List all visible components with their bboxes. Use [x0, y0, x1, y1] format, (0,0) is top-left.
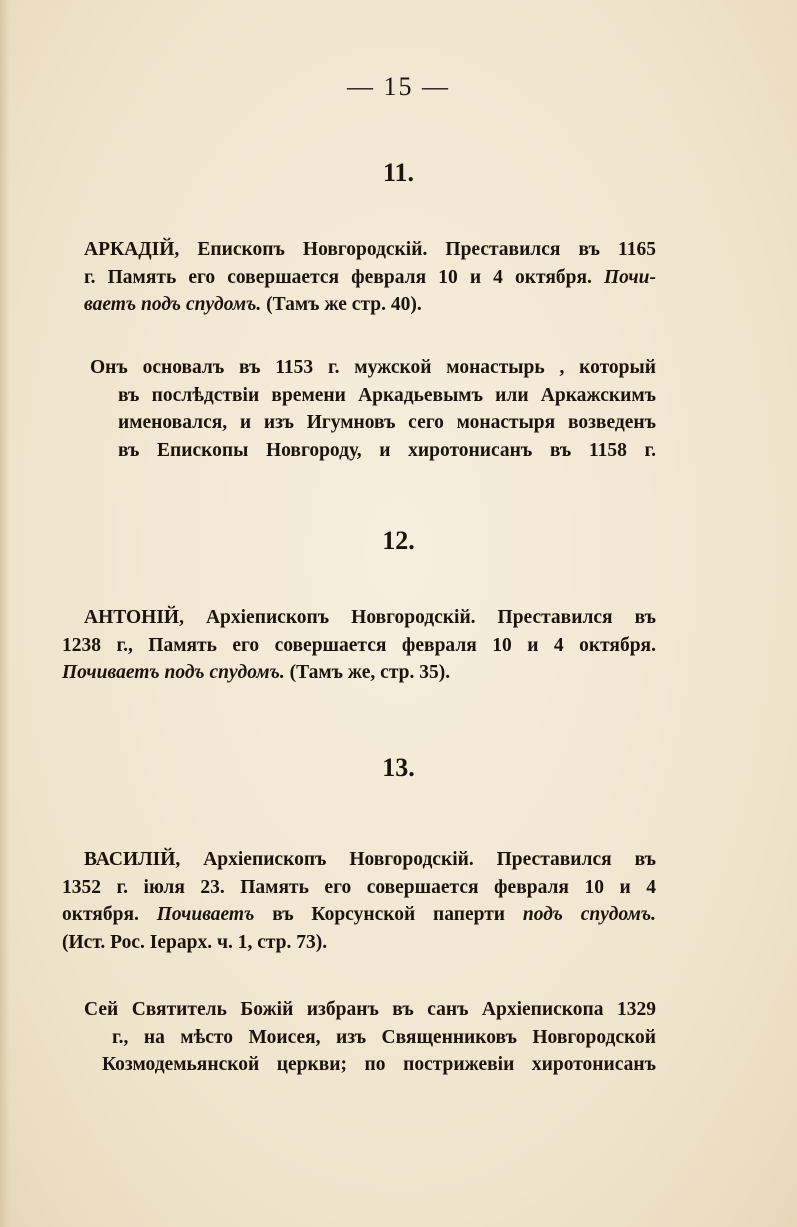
text-line	[84, 264, 656, 292]
text-line	[84, 291, 656, 319]
section-number-11: 11.	[382, 158, 415, 187]
entry-arkadiy	[84, 236, 656, 319]
text-span: (Тамъ же, стр. 35).	[284, 662, 451, 683]
italic-text: Почи-	[604, 266, 656, 288]
text-line	[62, 901, 656, 929]
text-line: (Ист. Рос. Іерарх. ч. 1, стр. 73).	[62, 931, 328, 953]
entry-vasiliy	[62, 846, 656, 956]
text-line: 1352 г. іюля 23. Память его совершается февраля 10 и 4	[62, 876, 656, 898]
italic-text: Почиваетъ	[156, 904, 255, 925]
italic-text: подъ спудомъ.	[522, 904, 656, 925]
text-line: Козмодемьянской церкви; по пострижевіи хиротонисанъ	[102, 1054, 656, 1075]
text-line	[62, 659, 656, 687]
text-span: г. Память его совершается февраля 10 и 4 октября.	[84, 266, 592, 288]
page-number-header: — 15 —	[347, 72, 450, 101]
text-line: ВАСИЛІЙ, Архіепископъ Новгородскій. Преставился въ	[84, 849, 656, 870]
paragraph-vasiliy-note	[84, 996, 656, 1079]
entry-antoniy	[62, 604, 656, 687]
text-line: именовался, и изъ Игумновъ сего монастыря возведенъ	[118, 412, 656, 433]
text-line: г., на мѣсто Моисея, изъ Священниковъ Новгородской	[112, 1026, 656, 1048]
text-line: 1238 г., Память его совершается февраля 10 и 4 октября.	[62, 634, 656, 656]
text-span: октября.	[62, 904, 157, 925]
text-line: Онъ основалъ въ 1153 г. мужской монастырь , который	[90, 357, 656, 378]
text-span: (Тамъ же стр. 40).	[261, 294, 422, 315]
section-number-12: 12.	[382, 526, 415, 555]
italic-text: ваетъ подъ спудомъ.	[84, 294, 262, 315]
text-line: Сей Святитель Божій избранъ въ санъ Архіепископа 1329	[84, 999, 656, 1020]
text-line: въ послѣдствіи времени Аркадьевымъ или Аркажскимъ	[118, 384, 656, 406]
section-number-13: 13.	[382, 753, 415, 782]
paragraph-arkadiy-note	[90, 354, 656, 464]
text-line: въ Епископы Новгороду, и хиротонисанъ въ 1158 г.	[118, 439, 656, 461]
text-line: АРКАДІЙ, Епископъ Новгородскій. Преставился въ 1165	[84, 239, 656, 260]
text-span: въ Корсунской паперти	[254, 904, 523, 925]
italic-text: Почиваетъ подъ спудомъ.	[62, 662, 285, 683]
text-line: АНТОНІЙ, Архіепископъ Новгородскій. Преставился въ	[84, 607, 656, 628]
